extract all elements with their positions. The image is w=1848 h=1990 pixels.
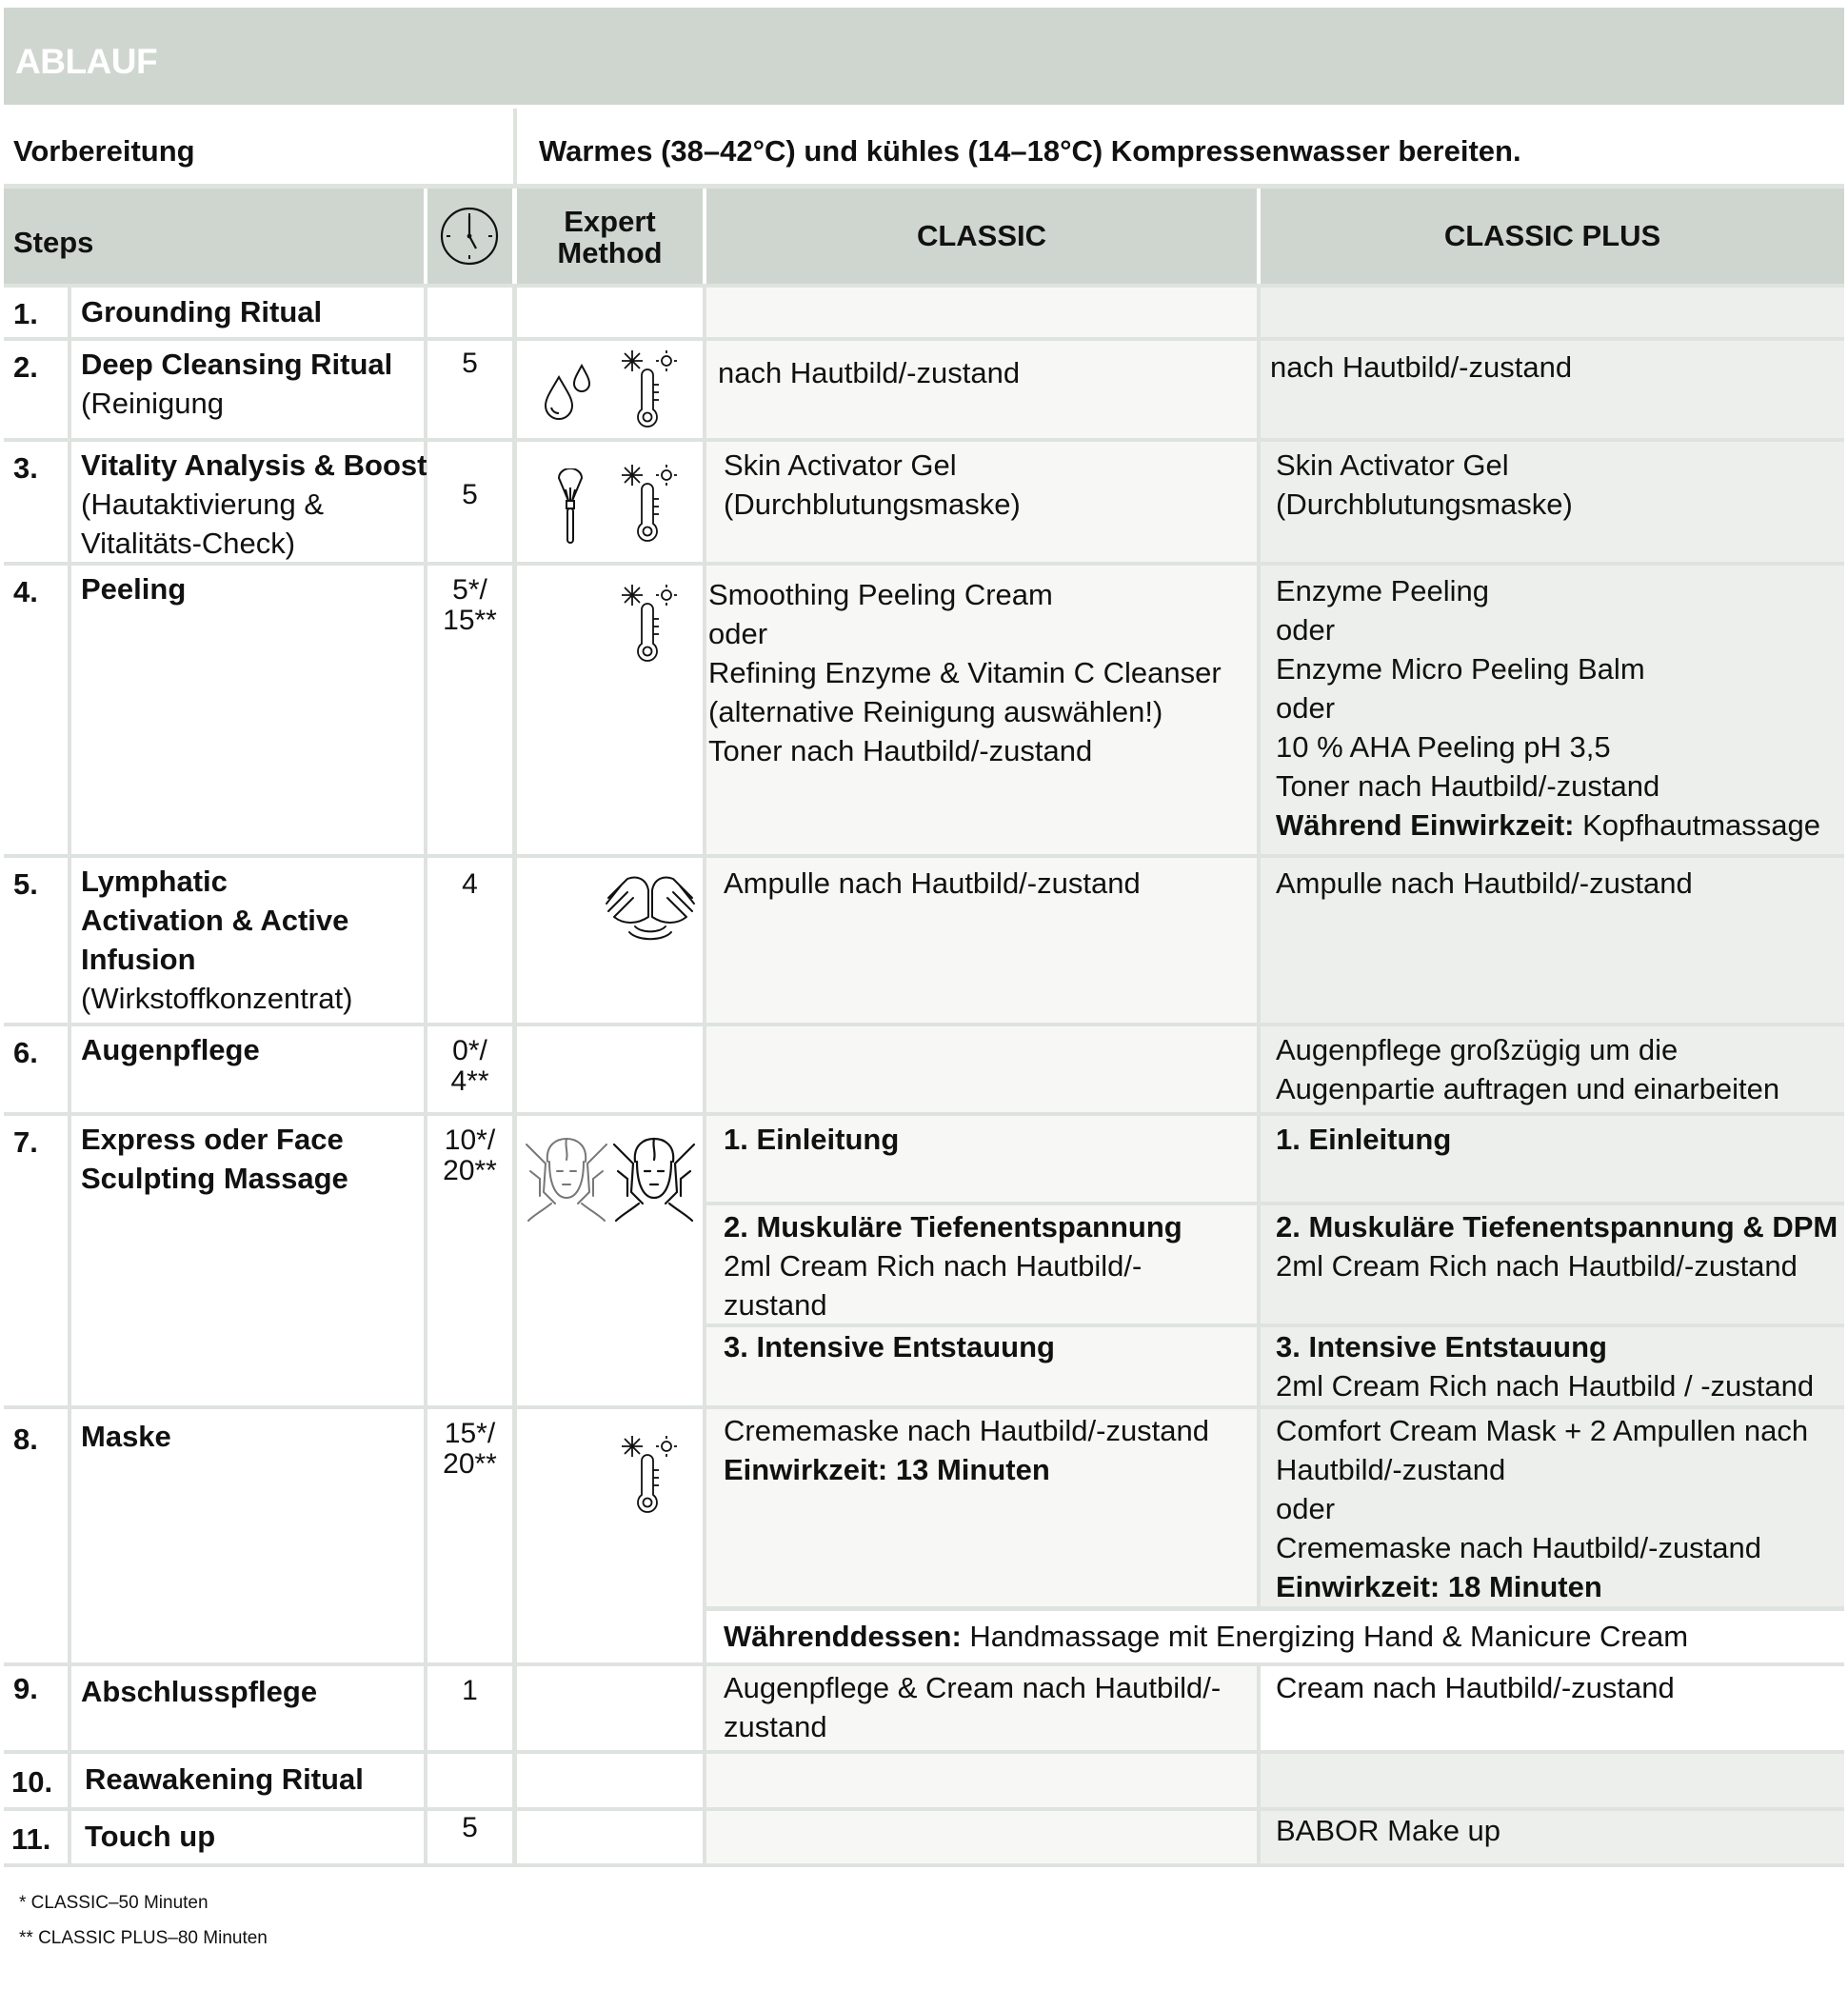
footnote-classic-plus: ** CLASSIC PLUS–80 Minuten [19,1928,268,1948]
expert-cell [517,442,703,562]
time-cell [427,288,512,337]
column-header-expert [517,189,703,284]
step-title-cell [71,1116,424,1405]
step-title-cell [71,1754,424,1807]
step-title: Vitality Analysis & Boost [81,448,427,482]
step-title-cell [71,288,424,337]
time-cell: 5 [427,1811,512,1863]
step-subtitle: (Wirkstoffkonzentrat) [81,982,353,1015]
classic-cell: 2. Muskuläre Tiefenentspannung 2ml Cream Rich nach Hautbild/- zustand [706,1205,1257,1323]
step-title: Infusion [81,943,196,976]
face-massage-icon [523,1133,610,1224]
time-cell: 5*/ 15** [427,566,512,854]
expert-cell [517,1116,703,1405]
expert-header-line1: Expert [564,205,656,238]
step-number-cell: 9. [4,1666,68,1750]
time-cell: 0*/ 4** [427,1026,512,1112]
classic-cell: Skin Activator Gel (Durchblutungsmaske) [706,442,1257,562]
step-title: Reawakening Ritual [85,1762,364,1796]
thermometer-hot-cold-icon [621,348,680,430]
step-title: Grounding Ritual [81,295,323,328]
step-title: Activation & Active [81,904,349,937]
step-title: Peeling [81,572,187,606]
classic-cell: Crememaske nach Hautbild/-zustand Einwirkzeit: 13 Minuten [706,1409,1257,1606]
plus-cell [1261,1754,1844,1807]
preparation-label-cell [4,105,514,186]
plus-cell: Augenpflege großzügig um die Augenpartie auftragen und einarbeiten [1261,1026,1844,1112]
classic-cell: Ampulle nach Hautbild/-zustand [706,858,1257,1023]
classic-cell: 3. Intensive Entstauung [706,1327,1257,1405]
time-cell [427,1754,512,1807]
title-band [4,8,1844,105]
step-subtitle: (Reinigung [81,387,224,420]
footnote-classic: * CLASSIC–50 Minuten [19,1893,209,1913]
plus-cell: 3. Intensive Entstauung 2ml Cream Rich nach Hautbild / -zustand [1261,1327,1844,1405]
classic-cell [706,1026,1257,1112]
step-number-cell: 8. [4,1409,68,1662]
time-cell: 15*/ 20** [427,1409,512,1662]
hands-icon [603,869,698,942]
step-title-cell [71,1666,424,1750]
during-label: Währenddessen: [724,1620,962,1653]
step-title-cell [71,566,424,854]
preparation-text: Warmes (38–42°C) und kühles (14–18°C) Kompressenwasser bereiten. [539,134,1521,168]
time-cell: 1 [427,1666,512,1750]
plus-cell: Comfort Cream Mask + 2 Ampullen nach Hautbild/-zustand oder Crememaske nach Hautbild/-zustand Einwirkzeit: 18 Minuten [1261,1409,1844,1606]
step-title: Augenpflege [81,1033,260,1066]
classic-cell [706,1811,1257,1863]
column-header-time [427,189,512,284]
during-text: Handmassage mit Energizing Hand & Manicure Cream [961,1620,1689,1653]
step-number-cell: 4. [4,566,68,854]
expert-cell [517,288,703,337]
step-number-cell: 7. [4,1116,68,1405]
classic-cell [706,288,1257,337]
step-number-cell: 5. [4,858,68,1023]
step-title: Maske [81,1420,171,1453]
step-title: Express oder Face [81,1123,344,1156]
classic-cell: nach Hautbild/-zustand [706,341,1257,438]
expert-header-line2: Method [557,236,663,269]
step-subtitle: Vitalitäts-Check) [81,527,296,560]
step-title: Lymphatic [81,865,228,898]
expert-cell [517,858,703,1023]
column-header-steps [4,189,424,284]
step-title: Sculpting Massage [81,1162,348,1195]
page-title: ABLAUF [15,42,158,81]
step-number-cell: 3. [4,442,68,562]
classic-cell [706,1754,1257,1807]
water-drops-icon [542,364,595,421]
expert-cell [517,1754,703,1807]
thermometer-hot-cold-icon [621,463,680,545]
plus-cell: Cream nach Hautbild/-zustand [1261,1666,1844,1750]
classic-cell: 1. Einleitung [706,1116,1257,1202]
during-note-cell [706,1611,1844,1662]
expert-cell [517,566,703,854]
brush-icon [553,468,587,545]
classic-cell: Augenpflege & Cream nach Hautbild/- zustand [706,1666,1257,1750]
expert-cell [517,1409,703,1662]
time-cell: 10*/ 20** [427,1116,512,1405]
column-header-classic [706,189,1257,284]
plus-cell: Ampulle nach Hautbild/-zustand [1261,858,1844,1023]
expert-cell [517,1811,703,1863]
step-title: Touch up [85,1820,216,1853]
step-subtitle: (Hautaktivierung & [81,488,325,521]
step-title-cell [71,442,427,562]
preparation-label: Vorbereitung [13,134,195,168]
classic-plus-header: CLASSIC PLUS [1443,219,1661,252]
time-cell: 4 [427,858,512,1023]
step-title-cell [71,1811,424,1863]
step-number-cell: 11. [4,1811,68,1863]
step-title-cell [71,858,424,1023]
plus-cell: BABOR Make up [1261,1811,1844,1863]
expert-cell [517,341,703,438]
classic-header: CLASSIC [916,219,1047,252]
step-title-cell [71,1026,424,1112]
thermometer-hot-cold-icon [621,583,680,665]
step-number-cell: 6. [4,1026,68,1112]
plus-cell [1261,288,1844,337]
expert-cell [517,1026,703,1112]
step-number-cell: 1. [4,288,68,337]
thermometer-hot-cold-icon [621,1434,680,1516]
time-cell: 5 [427,442,512,562]
classic-cell: Smoothing Peeling Cream oder Refining Enzyme & Vitamin C Cleanser (alternative Reinigung auswählen!) Toner nach Hautbild/-zustand [706,566,1257,854]
plus-cell: 2. Muskuläre Tiefenentspannung & DPM 2ml Cream Rich nach Hautbild/-zustand [1261,1205,1844,1323]
step-title: Abschlusspflege [81,1675,318,1708]
clock-icon [439,206,500,267]
column-header-classic-plus [1261,189,1844,284]
step-title-cell [71,1409,424,1662]
step-title-cell [71,341,424,438]
time-cell: 5 [427,341,512,438]
plus-cell: Enzyme Peeling oder Enzyme Micro Peeling Balm oder 10 % AHA Peeling pH 3,5 Toner nach Hautbild/-zustand Während Einwirkzeit: Kopfhautmassage [1261,566,1844,854]
plus-cell: nach Hautbild/-zustand [1261,341,1844,438]
face-massage-icon [610,1133,698,1224]
step-number-cell: 2. [4,341,68,438]
preparation-text-cell [517,105,1844,186]
plus-cell: 1. Einleitung [1261,1116,1844,1202]
steps-header: Steps [13,226,94,259]
step-title: Deep Cleansing Ritual [81,348,393,381]
plus-cell: Skin Activator Gel (Durchblutungsmaske) [1261,442,1844,562]
expert-cell [517,1666,703,1750]
step-number-cell: 10. [4,1754,68,1807]
